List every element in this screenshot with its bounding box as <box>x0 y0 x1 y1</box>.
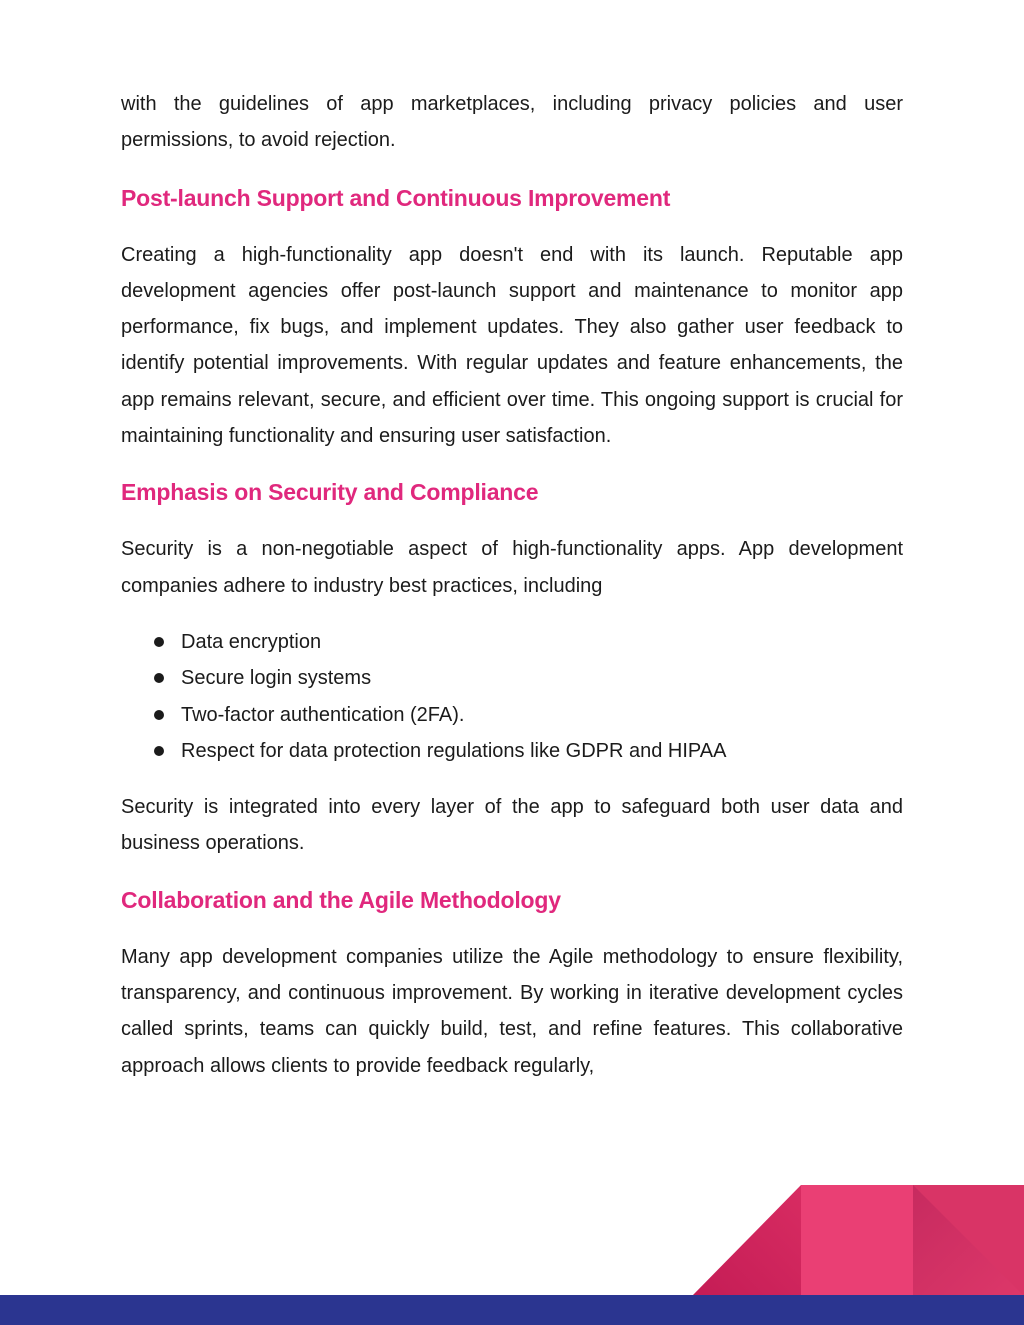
list-item <box>121 624 903 660</box>
bullet-dot-icon <box>154 673 164 683</box>
bullet-dot-icon <box>154 710 164 720</box>
security-bullet-list <box>121 624 903 769</box>
section-closing-security: Security is integrated into every layer of the app to safeguard both user data and business operations. <box>121 796 903 855</box>
bullet-dot-icon <box>154 746 164 756</box>
decor-panel-middle <box>801 1185 913 1296</box>
list-item <box>121 660 903 696</box>
list-item-text: Respect for data protection regulations like GDPR and HIPAA <box>181 739 727 762</box>
section-heading-post-launch: Post-launch Support and Continuous Improvement <box>121 184 671 211</box>
list-item-text: Secure login systems <box>181 667 372 690</box>
list-item-text: Two-factor authentication (2FA). <box>181 703 465 726</box>
section-heading-agile: Collaboration and the Agile Methodology <box>121 886 561 913</box>
section-paragraph-security: Security is a non-negotiable aspect of high-functionality apps. App development companies adhere to industry best practices, including <box>121 538 903 597</box>
section-paragraph-agile: Many app development companies utilize the Agile methodology to ensure flexibility, transparency, and continuous improvement. By working in iterative development cycles called sprints, teams can quickly build, test, and refine features. This collaborative approach allows clients to provide feedback regularly, <box>121 945 903 1077</box>
section-paragraph-post-launch: Creating a high-functionality app doesn't end with its launch. Reputable app development agencies offer post-launch support and maintenance to monitor app performance, fix bugs, and implement updates. They also gather user feedback to identify potential improvements. With regular updates and feature enhancements, the app remains relevant, secure, and efficient over time. This ongoing support is crucial for maintaining functionality and ensuring user satisfaction. <box>121 243 903 448</box>
list-item <box>121 697 903 733</box>
list-item <box>121 733 903 769</box>
bullet-dot-icon <box>154 637 164 647</box>
footer-bar <box>0 1295 1024 1325</box>
decor-triangle-left <box>692 1185 801 1296</box>
intro-paragraph: with the guidelines of app marketplaces, including privacy policies and user permissions, to avoid rejection. <box>121 93 903 152</box>
document-body <box>121 86 903 1084</box>
section-heading-security: Emphasis on Security and Compliance <box>121 479 539 506</box>
list-item-text: Data encryption <box>181 630 322 653</box>
footer-decoration <box>0 1185 1024 1325</box>
